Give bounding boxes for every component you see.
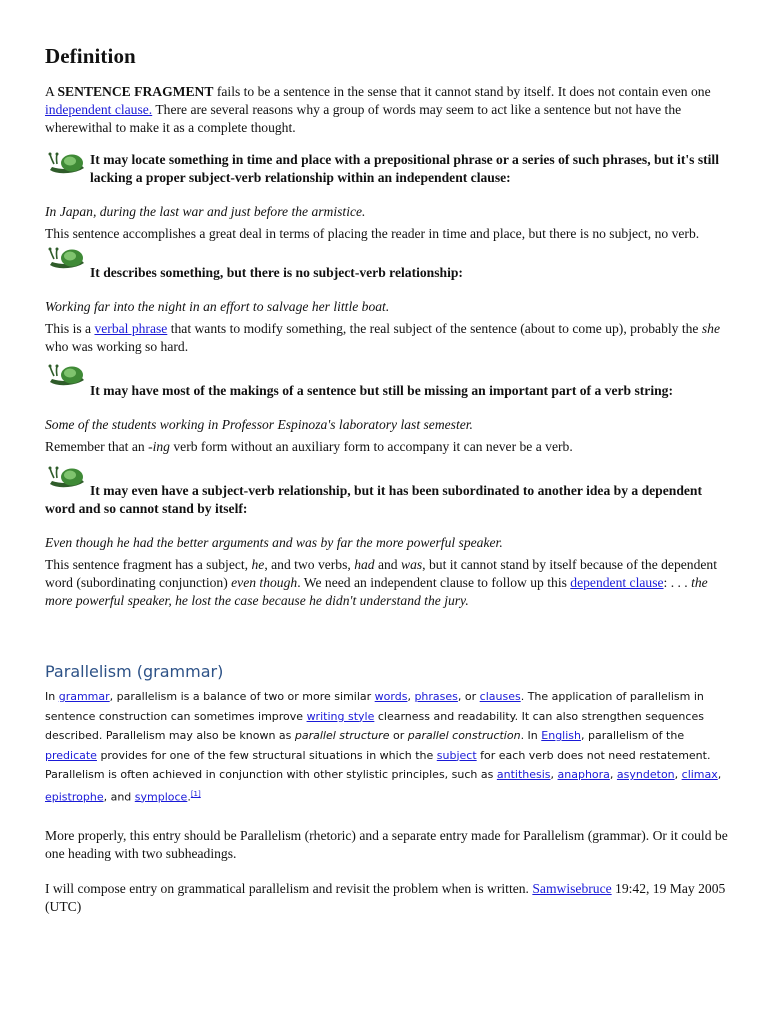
asyndeton-link[interactable]: asyndeton (616, 768, 675, 781)
tip-3: It may have most of the makings of a sentence but still be missing an important part of a verb string: (45, 368, 735, 400)
wiki-paragraph: In grammar, parallelism is a balance of two or more similar words, phrases, or clauses. The application of parallelism in sentence construction can sometimes improve writing style clearness and readability. It can also strengthen sequences described. Parallelism may also be known as parallel structure or parallel construction. In English, parallelism of the predicate provides for one of the few structural situations in which the subject for each verb does not need restatement. Parallelism is often achieved in conjunction with other stylistic principles, such as antithesis, anaphora, asyndeton, climax, epistrophe, and symploce.[1] (45, 690, 722, 804)
tip-2: It describes something, but there is no subject-verb relationship: (45, 255, 735, 282)
antithesis-link[interactable]: antithesis (496, 768, 551, 781)
comment-timestamp: 19:42, 19 May 2005 (UTC) (45, 880, 726, 914)
predicate-link[interactable]: predicate (45, 748, 97, 762)
dependent-clause-link[interactable]: dependent clause (570, 575, 664, 590)
verbal-phrase-link[interactable]: verbal phrase (94, 321, 168, 336)
intro-paragraph: A SENTENCE FRAGMENT fails to be a sentence in the sense that it cannot stand by itself. It does not contain even one independent clause. There are several reasons why a group of words may seem to act like a sentence but not have the wherewithal to make it as a complete thought. (45, 84, 711, 135)
wiki-section (45, 662, 735, 807)
tip-1: It may locate something in time and place with a prepositional phrase or a series of such phrases, but it's still lacking a proper subject-verb relationship within an independent clause: (45, 151, 735, 187)
explanation-4: This sentence fragment has a subject, he, and two verbs, had and was, but it cannot stand by itself because of the dependent word (subordinating conjunction) even though. We need an independent clause to follow up this dependent clause: . . . the more powerful speaker, he lost the case because he didn't understand the jury. (45, 557, 717, 608)
example-3: Some of the students working in Professor Espinoza's laboratory last semester. (45, 417, 473, 432)
example-4: Even though he had the better arguments and was by far the more powerful speaker. (45, 535, 503, 550)
grammar-link[interactable]: grammar (58, 690, 110, 703)
snail-bullet-icon (48, 247, 88, 273)
explanation-3: Remember that an -ing verb form without an auxiliary form to accompany it can never be a verb. (45, 439, 573, 454)
example-1: In Japan, during the last war and just before the armistice. (45, 204, 366, 219)
clauses-link[interactable]: clauses (479, 690, 521, 703)
independent-clause-link[interactable]: independent clause. (45, 102, 153, 117)
symploce-link[interactable]: symploce (134, 790, 188, 804)
anaphora-link[interactable]: anaphora (557, 768, 610, 781)
document (45, 44, 735, 916)
explanation-1: This sentence accomplishes a great deal in terms of placing the reader in time and place, but there is no subject, no verb. (45, 226, 700, 241)
words-link[interactable]: words (374, 690, 408, 703)
wiki-heading: Parallelism (grammar) (45, 662, 224, 681)
subject-link[interactable]: subject (436, 748, 477, 762)
epistrophe-link[interactable]: epistrophe (45, 790, 104, 804)
user-link[interactable]: Samwisebruce (532, 880, 612, 896)
comment-paragraph-1: More properly, this entry should be Parallelism (rhetoric) and a separate entry made for Parallelism (grammar). Or it could be one heading with two subheadings. (45, 827, 728, 861)
tip-4: It may even have a subject-verb relationship, but it has been subordinated to another idea by a dependent word and so cannot stand by itself: (45, 468, 735, 518)
climax-link[interactable]: climax (681, 768, 718, 781)
snail-bullet-icon (48, 364, 88, 390)
comment-paragraph-2: I will compose entry on grammatical parallelism and revisit the problem when is written. Samwisebruce 19:42, 19 May 2005 (UTC) (45, 880, 726, 914)
phrases-link[interactable]: phrases (414, 690, 458, 703)
page-title: Definition (45, 44, 136, 68)
reference-link[interactable]: [1] (190, 789, 201, 798)
english-link[interactable]: English (541, 729, 582, 742)
term-sentence-fragment: SENTENCE FRAGMENT (57, 84, 214, 99)
explanation-2: This is a verbal phrase that wants to modify something, the real subject of the sentence (about to come up), probably the she who was working so hard. (45, 321, 720, 354)
writing-style-link[interactable]: writing style (306, 709, 375, 723)
snail-bullet-icon (48, 152, 88, 178)
example-2: Working far into the night in an effort to salvage her little boat. (45, 299, 390, 314)
snail-bullet-icon (48, 466, 88, 492)
